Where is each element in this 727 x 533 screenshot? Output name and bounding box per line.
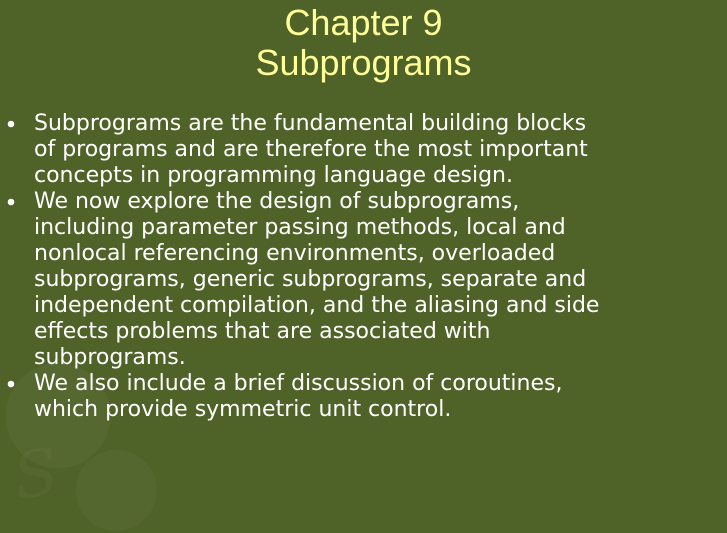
bullet-text: We now explore the design of subprograms, including parameter passing methods, local and nonlocal referencing environments, overloaded subprograms, generic subprograms, separate and independent compilation, and the aliasing and side effects problems that are associated with subprograms. [34, 189, 600, 370]
bullet-dot-icon [5, 196, 17, 208]
slide-title [0, 3, 727, 83]
background-watermark-icon [9, 435, 63, 514]
bullet-list [0, 111, 727, 423]
title-line-2: Subprograms [255, 42, 472, 83]
bullet-text: We also include a brief discussion of coroutines, which provide symmetric unit control. [34, 371, 563, 422]
bullet-item [0, 371, 727, 423]
bullet-dot-icon [5, 118, 17, 130]
bullet-item [0, 111, 727, 189]
bullet-dot-icon [5, 378, 17, 390]
bullet-text: Subprograms are the fundamental building blocks of programs and are therefore the most important concepts in programming language design. [34, 111, 588, 188]
bullet-item [0, 189, 727, 371]
title-line-1: Chapter 9 [284, 2, 443, 43]
